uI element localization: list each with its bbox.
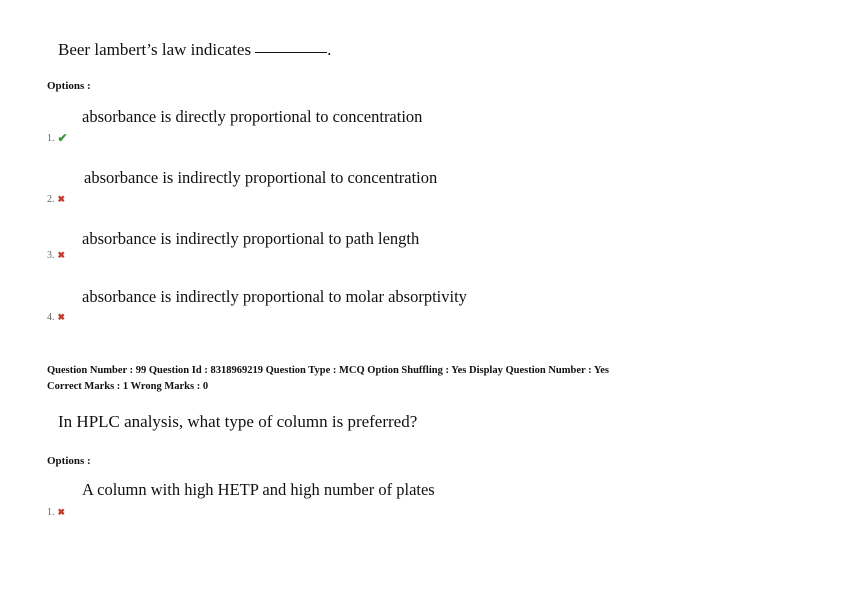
cross-icon: ✖: [57, 507, 66, 517]
option-4-text: absorbance is indirectly proportional to molar absorptivity: [82, 287, 467, 306]
question-text: In HPLC analysis, what type of column is preferred?: [58, 412, 418, 431]
option-4-number: 4. ✖: [47, 312, 66, 323]
option-1-text: A column with high HETP and high number of plates: [82, 480, 435, 499]
question-meta-line-1: Question Number : 99 Question Id : 8318969219 Question Type : MCQ Option Shuffling : Yes Display Question Number : Yes: [47, 365, 610, 376]
option-1-text: absorbance is directly proportional to concentration: [82, 107, 423, 126]
question-meta-line-2: Correct Marks : 1 Wrong Marks : 0: [47, 381, 209, 392]
options-label: Options :: [47, 80, 91, 92]
option-2-number: 2. ✖: [47, 194, 66, 205]
option-3-text: absorbance is indirectly proportional to path length: [82, 229, 420, 248]
cross-icon: ✖: [57, 312, 66, 322]
option-2-text: absorbance is indirectly proportional to concentration: [84, 168, 438, 187]
option-1-number: 1. ✖: [47, 507, 66, 518]
question-text: Beer lambert’s law indicates .: [58, 40, 332, 59]
cross-icon: ✖: [57, 194, 66, 204]
option-1-number: 1. ✔: [47, 131, 68, 145]
answer-blank: [255, 52, 327, 53]
cross-icon: ✖: [57, 250, 66, 260]
option-3-number: 3. ✖: [47, 250, 66, 261]
options-label: Options :: [47, 455, 91, 467]
check-icon: ✔: [57, 131, 68, 145]
